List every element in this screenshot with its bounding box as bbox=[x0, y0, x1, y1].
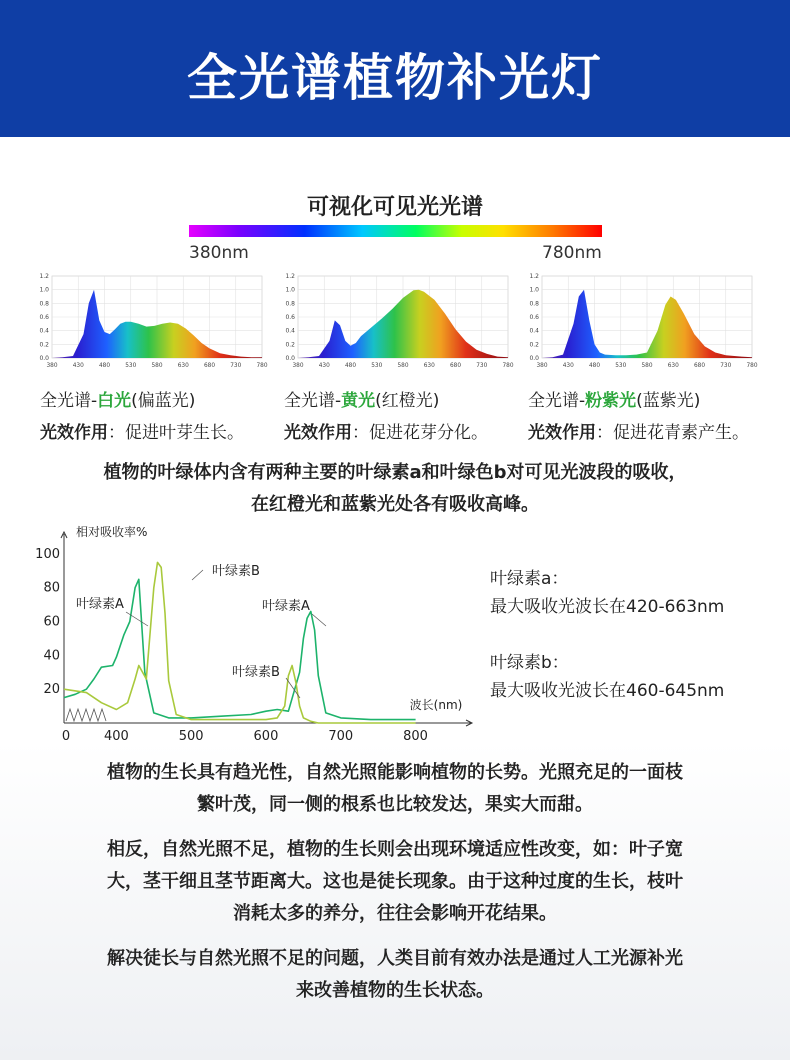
x-tick-label: 600 bbox=[253, 729, 279, 744]
y-tick-label: 0.0 bbox=[285, 355, 295, 362]
card-yellow-effect-text: ：促进花芽分化。 bbox=[352, 423, 488, 443]
card-pink-prefix: 全光谱- bbox=[528, 391, 586, 411]
chart-annotation: 叶绿素B bbox=[212, 564, 260, 579]
x-tick-label: 480 bbox=[98, 363, 111, 369]
spectrum-chart-white bbox=[34, 270, 274, 388]
y-tick-label: 0.6 bbox=[39, 314, 49, 321]
card-yellow-prefix: 全光谱- bbox=[284, 391, 342, 411]
card-pink-effect-text: ：促进花青素产生。 bbox=[596, 423, 749, 443]
chart-annotation: 叶绿素A bbox=[262, 599, 310, 614]
y-tick-label: 60 bbox=[43, 614, 60, 630]
x-tick-label: 580 bbox=[641, 363, 653, 369]
x-tick-label: 680 bbox=[203, 363, 216, 369]
y-tick-label: 100 bbox=[35, 546, 60, 562]
card-white-highlight: 白光 bbox=[97, 391, 132, 411]
x-axis-label: 波长(nm) bbox=[409, 698, 463, 712]
paragraph-insufficient-light bbox=[20, 834, 770, 930]
chart-annotation: 叶绿素B bbox=[232, 665, 280, 680]
x-tick-label: 780 bbox=[256, 363, 268, 369]
x-tick-label: 730 bbox=[230, 363, 242, 369]
note-a-title: 叶绿素a： bbox=[490, 569, 569, 589]
x-tick-label: 680 bbox=[693, 363, 706, 369]
y-tick-label: 0.2 bbox=[39, 341, 49, 349]
card-yellow-suffix: (红橙光) bbox=[375, 391, 440, 411]
x-tick-label: 780 bbox=[746, 363, 758, 369]
y-tick-label: 0.2 bbox=[285, 341, 295, 349]
x-tick-label: 680 bbox=[449, 363, 462, 369]
paragraph-solution-line1: 解决徒长与自然光照不足的问题，人类目前有效办法是通过人工光源补光 bbox=[107, 948, 683, 969]
y-tick-label: 1.2 bbox=[529, 273, 539, 280]
annotation-leader bbox=[192, 570, 203, 580]
paragraph-solution-line2: 来改善植物的生长状态。 bbox=[296, 980, 494, 1001]
y-tick-label: 20 bbox=[43, 682, 60, 698]
x-tick-label: 480 bbox=[588, 363, 601, 369]
x-tick-label: 580 bbox=[397, 363, 409, 369]
y-tick-label: 80 bbox=[43, 580, 60, 596]
page-title: 全光谱植物补光灯 bbox=[187, 49, 603, 107]
spectrum-left-label: 380nm bbox=[189, 243, 249, 263]
card-white-prefix: 全光谱- bbox=[40, 391, 98, 411]
y-tick-label: 0.0 bbox=[39, 355, 49, 362]
paragraph-chlorophyll bbox=[20, 457, 770, 521]
y-tick-label: 1.0 bbox=[39, 286, 49, 294]
x-tick-label: 630 bbox=[667, 363, 679, 369]
y-tick-label: 0.4 bbox=[39, 327, 49, 335]
y-tick-label: 1.2 bbox=[285, 273, 295, 280]
x-tick-label: 530 bbox=[615, 363, 627, 369]
paragraph-phototropism-line1: 植物的生长具有趋光性，自然光照能影响植物的长势。光照充足的一面枝 bbox=[107, 762, 683, 783]
card-pink-highlight: 粉紫光 bbox=[585, 391, 637, 411]
spectrum-title: 可视化可见光光谱 bbox=[306, 195, 483, 220]
y-tick-label: 1.2 bbox=[39, 273, 49, 280]
x-tick-label: 500 bbox=[178, 729, 204, 744]
absorption-chart bbox=[30, 520, 480, 745]
note-b-text: 最大吸收光波长在460-645nm bbox=[490, 681, 725, 701]
y-tick-label: 0.2 bbox=[529, 341, 539, 349]
spectrum-chart-yellow bbox=[280, 270, 520, 388]
card-yellow-effect-label: 光效作用 bbox=[284, 423, 352, 443]
spectrum-gradient-bar bbox=[189, 225, 602, 237]
x-tick-label: 800 bbox=[403, 729, 428, 744]
x-tick-label: 430 bbox=[318, 363, 330, 369]
card-yellow-highlight: 黄光 bbox=[341, 391, 376, 411]
card-pink-effect bbox=[528, 418, 749, 443]
chart-annotation: 叶绿素A bbox=[76, 597, 124, 612]
x-tick-label: 380 bbox=[536, 363, 548, 369]
card-white-effect-label: 光效作用 bbox=[40, 423, 108, 443]
card-white-effect-text: ：促进叶芽生长。 bbox=[108, 423, 244, 443]
y-tick-label: 1.0 bbox=[285, 286, 295, 294]
note-a-text: 最大吸收光波长在420-663nm bbox=[490, 597, 725, 617]
x-tick-label: 700 bbox=[328, 729, 354, 744]
card-yellow-title bbox=[284, 386, 439, 411]
x-tick-label: 630 bbox=[177, 363, 189, 369]
card-white-effect bbox=[40, 418, 244, 443]
x-tick-label: 380 bbox=[292, 363, 304, 369]
x-tick-label: 730 bbox=[476, 363, 488, 369]
paragraph-insufficient-line2: 大，茎干细且茎节距离大。这也是徒长现象。由于这种过度的生长，枝叶 bbox=[107, 871, 683, 892]
y-tick-label: 0.8 bbox=[39, 300, 49, 308]
y-tick-label: 0.0 bbox=[529, 355, 539, 362]
spectrum-right-label: 780nm bbox=[542, 243, 602, 263]
y-tick-label: 0.8 bbox=[529, 300, 539, 308]
x-tick-label: 0 bbox=[61, 729, 71, 744]
x-tick-label: 480 bbox=[344, 363, 357, 369]
note-b-title: 叶绿素b： bbox=[490, 653, 569, 673]
y-tick-label: 0.4 bbox=[285, 327, 295, 335]
y-tick-label: 0.4 bbox=[529, 327, 539, 335]
x-tick-label: 430 bbox=[72, 363, 84, 369]
paragraph-insufficient-line3: 消耗太多的养分，往往会影响开花结果。 bbox=[233, 903, 557, 924]
y-axis-label: 相对吸收率% bbox=[76, 525, 148, 539]
x-tick-label: 530 bbox=[371, 363, 383, 369]
card-white-title bbox=[40, 386, 195, 411]
card-pink-effect-label: 光效作用 bbox=[528, 423, 596, 443]
y-tick-label: 0.8 bbox=[285, 300, 295, 308]
x-tick-label: 730 bbox=[720, 363, 732, 369]
x-tick-label: 580 bbox=[151, 363, 163, 369]
y-tick-label: 0.6 bbox=[285, 314, 295, 321]
paragraph-chlorophyll-line2: 在红橙光和蓝紫光处各有吸收高峰。 bbox=[251, 494, 539, 515]
note-chlorophyll-b bbox=[490, 649, 724, 705]
paragraph-chlorophyll-line1: 植物的叶绿体内含有两种主要的叶绿素a和叶绿色b对可见光波段的吸收， bbox=[103, 462, 687, 483]
x-tick-label: 400 bbox=[103, 729, 129, 744]
spectrum-chart-pink-purple bbox=[524, 270, 764, 388]
header-banner bbox=[0, 0, 790, 137]
paragraph-phototropism bbox=[20, 757, 770, 821]
y-tick-label: 40 bbox=[43, 648, 60, 664]
card-white-suffix: (偏蓝光) bbox=[131, 391, 196, 411]
x-tick-label: 780 bbox=[502, 363, 514, 369]
x-tick-label: 430 bbox=[562, 363, 574, 369]
x-tick-label: 630 bbox=[423, 363, 435, 369]
paragraph-phototropism-line2: 繁叶茂，同一侧的根系也比较发达，果实大而甜。 bbox=[197, 794, 593, 815]
note-chlorophyll-a bbox=[490, 565, 724, 621]
y-tick-label: 1.0 bbox=[529, 286, 539, 294]
y-tick-label: 0.6 bbox=[529, 314, 539, 321]
card-pink-suffix: (蓝紫光) bbox=[636, 391, 701, 411]
axis-break-mark bbox=[66, 709, 106, 721]
paragraph-insufficient-line1: 相反，自然光照不足，植物的生长则会出现环境适应性改变，如：叶子宽 bbox=[107, 839, 683, 860]
x-tick-label: 530 bbox=[125, 363, 137, 369]
card-pink-title bbox=[528, 386, 700, 411]
paragraph-solution bbox=[20, 943, 770, 1007]
card-yellow-effect bbox=[284, 418, 488, 443]
x-tick-label: 380 bbox=[46, 363, 58, 369]
chlorophyll-b-curve bbox=[64, 562, 416, 723]
